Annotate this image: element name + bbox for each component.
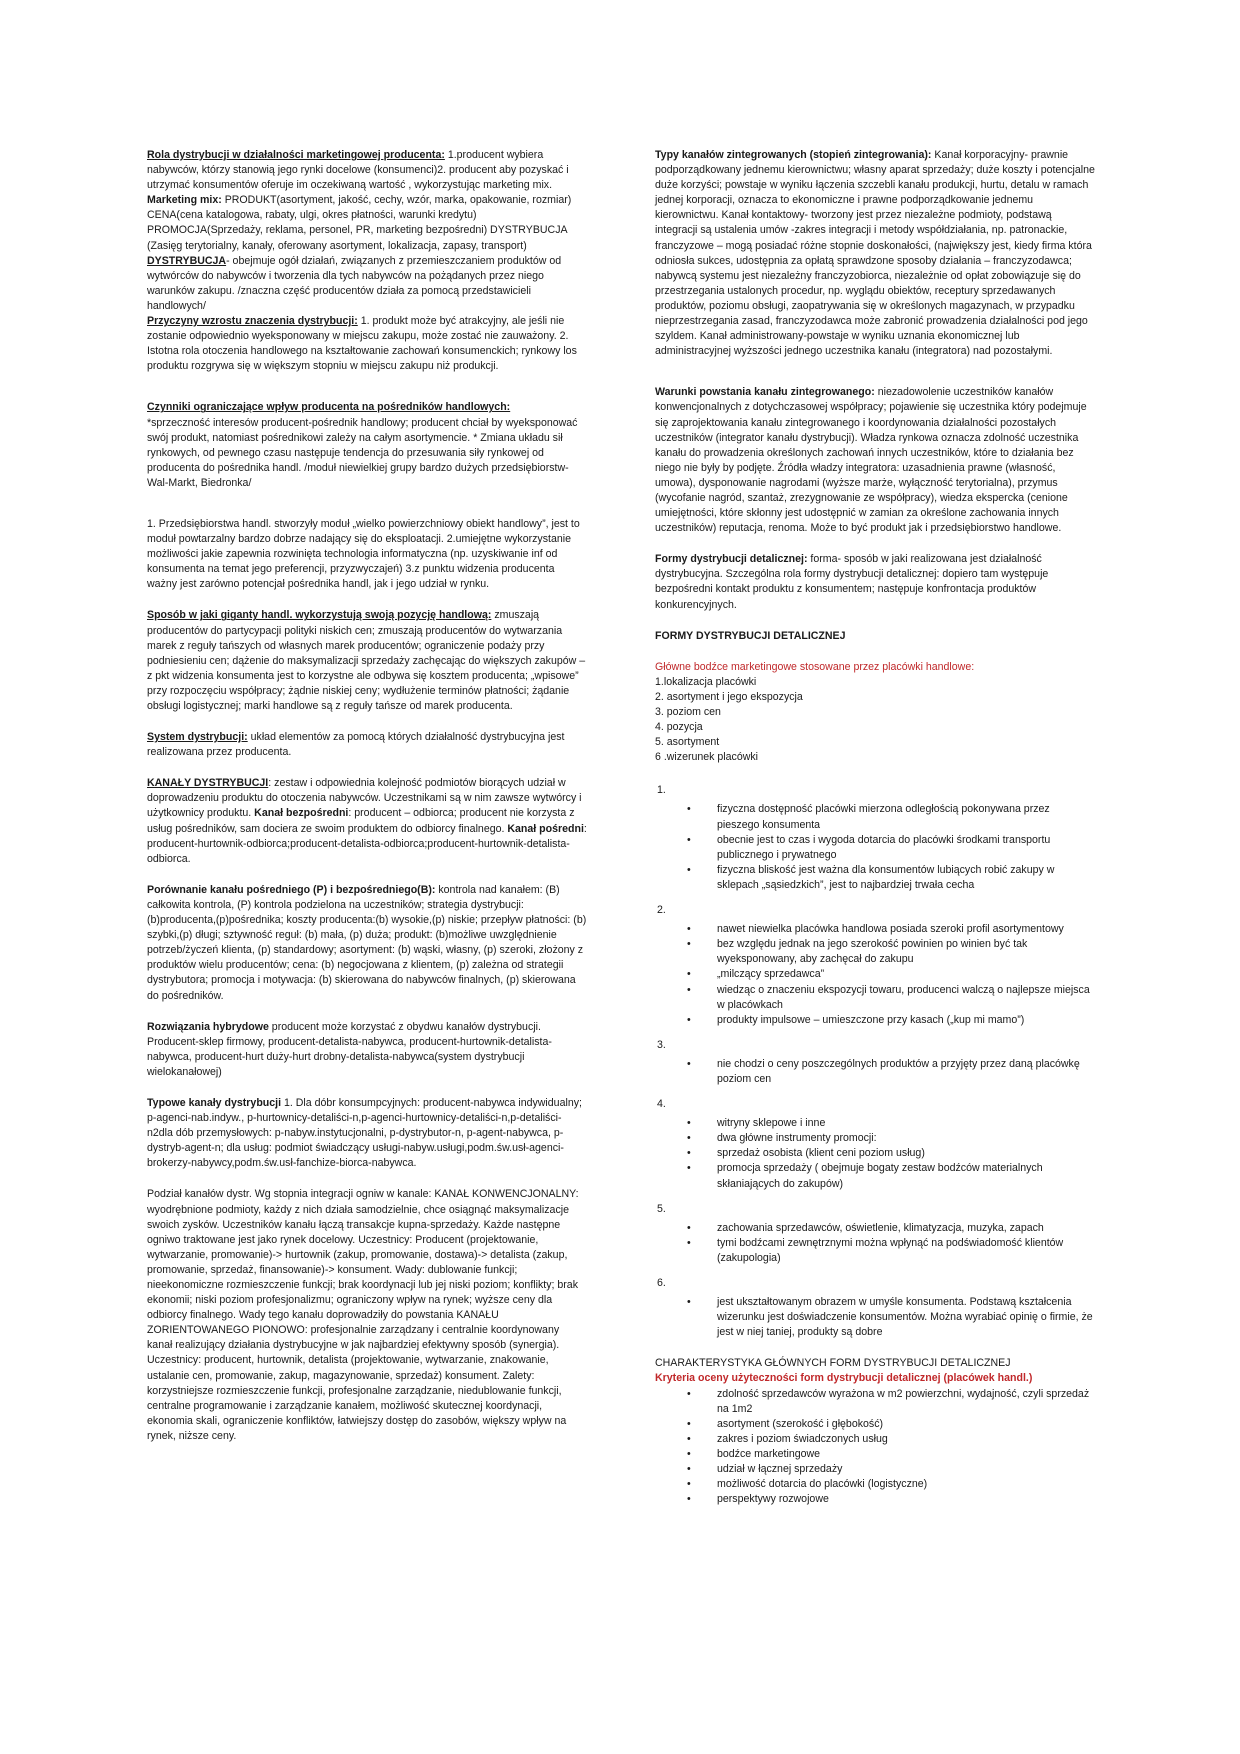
list-item: • bez względu jednak na jego szerokość powinien po winien być tak wyeksponowany, aby zachęcał do zakupu	[717, 937, 1095, 967]
list-item: • zdolność sprzedawców wyrażona w m2 powierzchni, wydajność, czyli sprzedaż na 1m2	[717, 1387, 1095, 1417]
group-number: 3.	[657, 1038, 666, 1051]
list-item: • jest ukształtowanym obrazem w umyśle konsumenta. Podstawą kształcenia wizerunku jest doświadczenie konsumentów. Można wyrabiać opinię o firmie, że jest w niej taniej, produkty są dobre	[717, 1295, 1095, 1340]
term-heading: Typowe kanały dystrybucji	[147, 1096, 282, 1109]
term-heading: Rola dystrybucji w działalności marketingowej producenta:	[147, 149, 445, 161]
term-heading: Formy dystrybucji detalicznej:	[655, 553, 808, 566]
stimuli-list	[655, 675, 1095, 766]
paragraph-typowe-kanaly	[147, 1096, 587, 1171]
paragraph-dystrybucja	[147, 254, 587, 314]
stimuli-title: Główne bodźce marketingowe stosowane przez placówki handlowe:	[655, 660, 975, 673]
group-number: 5.	[657, 1202, 666, 1215]
term-heading: Czynniki ograniczające wpływ producenta na pośredników handlowych:	[147, 401, 511, 414]
paragraph-text: kontrola nad kanałem: (B) całkowita kontrola, (P) kontrola podzielona na uczestników; strategia dystrybucji:(b)producenta,(p)pośrednika; koszty producenta:(b) wysokie,(p) niskie; przepływ płatności: (b) szybki,(p) długi; sztywność reguł: (b) mała, (p) duża; produkt: (b)możliwe uwzględnienie potrzeb/życzeń klienta, (p) standardowy; asortyment: (b) wąski, własny, (p) szeroki, złożony z produktów wielu producentów; cena: (b) negocjowana z klientem, (p) zależna od strategii dystrybutora; promocja i motywacja: (b) skierowana do nabywców finalnych, (p) skierowana do pośredników.	[147, 883, 587, 1002]
term-heading: Marketing mix:	[147, 194, 222, 207]
term-heading: Porównanie kanału pośredniego (P) i bezpośredniego(B):	[147, 883, 436, 896]
list-item: • promocja sprzedaży ( obejmuje bogaty zestaw bodźców materialnych skłaniających do zakupów)	[717, 1161, 1095, 1191]
group-number: 1.	[657, 784, 666, 797]
paragraph-text: niezadowolenie uczestników kanałów konwencjonalnych z dotychczasowej współpracy; pojawienie się uczestnika który podejmuje się zaprojektowania kanału zintegrowanego i koordynowania działalności pozostałych uczestników (integrator kanału dystrybucji). Władza rynkowa oznacza zdolność uczestnika kanału do prowadzenia określonych zachowań innych uczestników, które to działania bez niego nie były by podjęte. Źródła władzy integratora: uzasadnienia prawne (własność, umowa), dysponowanie nagrodami (wyższe marże, wyłączność terytorialna), przymus (wycofanie nagród, szantaż, zrezygnowanie ze współpracy), wiedza ekspercka (cenione umiejętności, które skłonny jest udostępnić w zamian za określone zachowania innych uczestników) reputacja, renoma. Może to być produkt jak i przedsiębiorstwo handlowe.	[655, 386, 1087, 535]
list-item: • „milczący sprzedawca”	[717, 967, 1095, 982]
term-heading: DYSTRYBUCJA	[147, 254, 227, 267]
section-heading: FORMY DYSTRYBUCJI DETALICZNEJ	[655, 629, 846, 642]
paragraph-text: : producent-hurtownik-odbiorca;producent-detalista-odbiorca;producent-hurtownik-detalista-odbiorca.	[147, 822, 587, 865]
right-column	[655, 148, 1095, 1507]
paragraph-text: zmuszają producentów do partycypacji polityki niskich cen; zmuszają producentów do wytwarzania marek z reguły tańszych od własnych marek producentów; ograniczenie podaży przy podniesieniu cen; dążenie do maksymalizacji sprzedaży zachęcając do większych zakupów – z pkt widzenia konsumenta jest to korzystne ale odbywa się kosztem producenta; „wpisowe” przy rozpoczęciu współpracy; żądnie niskiej ceny; wydłużenie terminów płatności; żądanie obsługi logistycznej; marki handlowe są z reguły tańsze od marek producenta.	[147, 609, 586, 712]
term-heading: KANAŁY DYSTRYBUCJI	[147, 777, 269, 790]
paragraph-text: forma- sposób w jaki realizowana jest działalność dystrybucyjna. Szczególna rola formy dystrybucji detalicznej: dopiero tam występuje bezpośredni kontakt produktu z konsumentem; następuje konfrontacja produktów konkurencyjnych.	[655, 553, 1049, 611]
list-item: 4. pozycja	[655, 721, 703, 734]
list-item: 2. asortyment i jego ekspozycja	[655, 690, 803, 703]
list-item: • zakres i poziom świadczonych usług	[717, 1432, 1095, 1447]
group-number: 6.	[657, 1277, 666, 1289]
paragraph-text: *sprzeczność interesów producent-pośrednik handlowy; producent chciał by wyeksponować swój produkt, natomiast pośrednikowi zależy na całym asortymencie. * Zmiana układu sił rynkowych, od pewnego czasu następuje tendencja do przesuwania siły rynkowej od producenta do pośrednika handl. /moduł niewielkiej grupy bardzo dużych przedsiębiorstw- Wal-Markt, Biedronka/	[147, 416, 578, 489]
list-item: 1.lokalizacja placówki	[655, 675, 757, 688]
paragraph-text: 1. Przedsiębiorstwa handl. stworzyły moduł „wielko powierzchniowy obiekt handlowy”, jest to moduł powtarzalny bardzo dobrze nadający się do eksploatacji. 2.umiejętne wykorzystanie możliwości jakie zapewnia rozwinięta technologia informatyczna (np. uzyskiwanie inf od konsumenta na temat jego preferencji, przyzwyczajeń) 3.z punktu widzenia producenta ważny jest zarówno potencjał pośrednika handl, jak i jego udział w rynku.	[147, 517, 580, 591]
list-item: • fizyczna dostępność placówki mierzona odległością pokonywana przez pieszego konsumenta	[717, 802, 1095, 832]
paragraph-text: producent może korzystać z obydwu kanałów dystrybucji. Producent-sklep firmowy, producent-detalista-nabywca, producent-hurtownik-detalista-nabywca, producent-hurt duży-hurt drobny-detalista-nabywca(system dystrybucji wielokanałowej)	[147, 1020, 552, 1078]
paragraph-text: 1.producent wybiera nabywców, którzy stanowią jego rynki docelowe (konsumenci)2. producent aby pozyskać i utrzymać konsumentów oferuje im oczekiwaną wartość , wykorzystując marketing mix.	[147, 149, 569, 192]
paragraph-system-dystrybucji	[147, 730, 587, 760]
term-heading: Sposób w jaki giganty handl. wykorzystują swoją pozycję handlową:	[147, 609, 492, 622]
list-item: • witryny sklepowe i inne	[717, 1116, 1095, 1131]
list-item: 6 .wizerunek placówki	[655, 751, 759, 764]
list-item: • udział w łącznej sprzedaży	[717, 1462, 1095, 1477]
paragraph-przedsiebiorstwa	[147, 517, 587, 592]
stimulus-group	[655, 783, 1095, 893]
list-item: • dwa główne instrumenty promocji:	[717, 1131, 1095, 1146]
list-item: • bodźce marketingowe	[717, 1447, 1095, 1462]
list-item: • nawet niewielka placówka handlowa posiada szeroki profil asortymentowy	[717, 922, 1095, 937]
term-heading: Kanał pośredni	[504, 822, 584, 835]
term-heading: Przyczyny wzrostu znaczenia dystrybucji:	[147, 315, 358, 328]
stimulus-group	[655, 903, 1095, 1028]
list-item: • nie chodzi o ceny poszczególnych produktów a przyjęty przez daną placówkę poziom cen	[717, 1057, 1095, 1087]
paragraph-text: 1. Dla dóbr konsumpcyjnych: producent-nabywca indywidualny; p-agenci-nab.indyw., p-hurtownicy-detaliści-n,p-agenci-hurtownicy-detaliści-n,p-detaliści-n2dla dób przemysłowych: p-nabyw.instytucjonalni, p-dystrybutor-n, p-agent-nabywca, p-dystryb-agent-n; dla usług: podmiot świadczący usługi-nabyw.usługi,podm.św.usł-agenci-brokerzy-nabywcy,podm.św.usł-fanchize-biorca-nabywca.	[147, 1096, 582, 1170]
paragraph-podzial-kanalow	[147, 1187, 587, 1444]
paragraph-text: : producent – odbiorca; producent nie korzysta z usług pośredników, sam dociera ze swoim produktem do odbiorcy finalnego.	[147, 807, 575, 835]
paragraph-typy-kanalow	[655, 148, 1095, 359]
list-item: 5. asortyment	[655, 736, 720, 749]
list-item: • fizyczna bliskość jest ważna dla konsumentów lubiących robić zakupy w sklepach „sąsiedzkich”, jest to najbardziej trwała cecha	[717, 863, 1095, 893]
term-heading: Typy kanałów zintegrowanych (stopień zintegrowania):	[655, 149, 932, 161]
list-item: • perspektywy rozwojowe	[717, 1492, 1095, 1507]
criteria-title: Kryteria oceny użyteczności form dystrybucji detalicznej (placówek handl.)	[655, 1372, 1033, 1385]
criteria-list	[655, 1387, 1095, 1508]
paragraph-rola-dystrybucji	[147, 148, 587, 254]
list-item: • obecnie jest to czas i wygoda dotarcia do placówki środkami transportu publicznego i prywatnego	[717, 833, 1095, 863]
paragraph-czynniki	[147, 400, 587, 491]
list-item: • produkty impulsowe – umieszczone przy kasach („kup mi mamo”)	[717, 1013, 1095, 1028]
paragraph-formy	[655, 552, 1095, 612]
stimulus-group	[655, 1202, 1095, 1266]
term-heading: System dystrybucji:	[147, 731, 248, 744]
section-heading: CHARAKTERYSTYKA GŁÓWNYCH FORM DYSTRYBUCJI DETALICZNEJ	[655, 1357, 1011, 1370]
list-item: 3. poziom cen	[655, 706, 721, 718]
term-heading: Kanał bezpośredni	[251, 807, 349, 820]
stimulus-group	[655, 1276, 1095, 1340]
list-item: • możliwość dotarcia do placówki (logistyczne)	[717, 1477, 1095, 1492]
paragraph-text: Podział kanałów dystr. Wg stopnia integracji ogniw w kanale: KANAŁ KONWENCJONALNY: wyodrębnione podmioty, każdy z nich działa samodzielnie, chce osiągnąć maksymalizacje swoich zysków. Uczestników kanału łączą transakcje kupna-sprzedaży. Każde następne ogniwo traktowane jest jako rynek docelowy. Uczestnicy: Producent (projektowanie, wytwarzanie, promowanie)-> hurtownik (zakup, promowanie, dostawa)-> detalista (zakup, promowanie, sprzedaż, finansowanie)-> konsument. Wady: dublowanie funkcji; nieekonomiczne rozmieszczenie funkcji; brak koordynacji lub jej niski poziom; konflikty; brak ekonomii; niski poziom profesjonalizmu; ograniczony wpływ na rynek; wyższe ceny dla odbiorcy finalnego. Wady tego kanału doprowadziły do powstania KANAŁU ZORIENTOWANEGO PIONOWO: profesjonalnie zarządzany i centralnie koordynowany kanał realizujący działania dystrybucyjne w jak najbardziej efektywny sposób (synergia). Uczestnicy: producent, hurtownik, detalista (projektowanie, wytwarzanie, znakowanie, ustalanie cen, promowanie, zakup, magazynowanie, sprzedaż) konsument. Zalety: korzystniejsze rozmieszczenie funkcji, profesjonalne zarządzanie, niedublowanie funkcji, centralne programowanie i zarządzanie kanałem, możliwość skutecznej koordynacji, ekonomia skali, ograniczenie konfliktów, łatwiejszy dostęp do zasobów, większy wpływ na rynek, niższe ceny.	[147, 1188, 579, 1442]
group-number: 2.	[657, 904, 666, 917]
paragraph-text: PRODUKT(asortyment, jakość, cechy, wzór, marka, opakowanie, rozmiar) CENA(cena katalogowa, rabaty, ulgi, okres płatności, warunki kredytu) PROMOCJA(Sprzedaży, reklama, personel, PR, marketing bezpośredni) DYSTRYBUCJA (Zasięg terytorialny, kanały, oferowany asortyment, lokalizacja, zapasy, transport)	[147, 194, 572, 252]
paragraph-text: - obejmuje ogół działań, związanych z przemieszczaniem produktów od wytwórców do nabywców i tworzenia dla tych nabywców na pożądanych przez niego warunków zakupu. /znaczna część producentów działa za pomocą przedstawicieli handlowych/	[147, 254, 562, 312]
left-column	[147, 148, 587, 1444]
paragraph-text: Kanał korporacyjny- prawnie podporządkowany jednemu kierownictwu; własny aparat sprzedaży; duże koszty i potencjalne duże korzyści; powstaje w wyniku łączenia szczebli kanału produkcji, hurtu, detalu w ramach jednej korporacji, oznacza to ekonomiczne i prawne podporządkowanie jednemu kierownictwu. Kanał kontaktowy- tworzony jest przez niezależne podmioty, podstawą integracji są ustalenia umów -zakres integracji i metody współdziałania, np. patronackie, franczyzowe – mogą posiadać różne stopnie doskonałości, (największy jest, kiedy firma która odniosła sukces, udostępnia za opłatą sprawdzone sposoby działania – franczyzodawca; nabywcą systemu jest niezależny franczyzobiorca, niezależnie od opłat zobowiązuje się do przestrzegania ustalonych procedur, np. wyglądu obiektów, receptury sprzedawanych produktów, poziomu obsługi, zaopatrywania się w określonych magazynach, w przypadku nieprzestrzegania zasad, franczyzodawca może zabronić prowadzenia działalności pod jego szyldem. Kanał administrowany-powstaje w wyniku uznania ekonomicznej lub administracyjnej wyższości jednego uczestnika kanału (integratora) nad pozostałymi.	[655, 149, 1095, 358]
paragraph-text: 1. produkt może być atrakcyjny, ale jeśli nie zostanie odpowiednio wyeksponowany w miejscu zakupu, może zostać nie zauważony. 2. Istotna rola otoczenia handlowego na kształtowanie zachowań konsumenckich; rynkowy los produktu rozgrywa się w większym stopniu w miejscu zakupu niż produkcji.	[147, 315, 577, 373]
stimulus-group	[655, 1038, 1095, 1087]
term-heading: Rozwiązania hybrydowe	[147, 1020, 269, 1033]
paragraph-kanaly	[147, 776, 587, 867]
list-item: • wiedząc o znaczeniu ekspozycji towaru, producenci walczą o najlepsze miejsca w placówkach	[717, 983, 1095, 1013]
list-item: • zachowania sprzedawców, oświetlenie, klimatyzacja, muzyka, zapach	[717, 1221, 1095, 1236]
list-item: • asortyment (szerokość i głębokość)	[717, 1417, 1095, 1432]
term-heading: Warunki powstania kanału zintegrowanego:	[655, 386, 875, 399]
paragraph-text: układ elementów za pomocą których działalność dystrybucyjna jest realizowana przez producenta.	[147, 731, 565, 759]
list-item: • sprzedaż osobista (klient ceni poziom usług)	[717, 1146, 1095, 1161]
paragraph-giganty	[147, 608, 587, 714]
paragraph-warunki	[655, 385, 1095, 536]
stimulus-group	[655, 1097, 1095, 1192]
paragraph-porownanie	[147, 883, 587, 1004]
group-number: 4.	[657, 1098, 666, 1111]
paragraph-hybrydowe	[147, 1020, 587, 1080]
list-item: • tymi bodźcami zewnętrznymi można wpłynąć na podświadomość klientów (zakupologia)	[717, 1236, 1095, 1266]
paragraph-przyczyny	[147, 314, 587, 374]
paragraph-text: : zestaw i odpowiednia kolejność podmiotów biorących udział w doprowadzeniu produktu do otoczenia nabywców. Uczestnikami są w nim zawsze wytwórcy i użytkownicy produktu.	[147, 777, 582, 820]
